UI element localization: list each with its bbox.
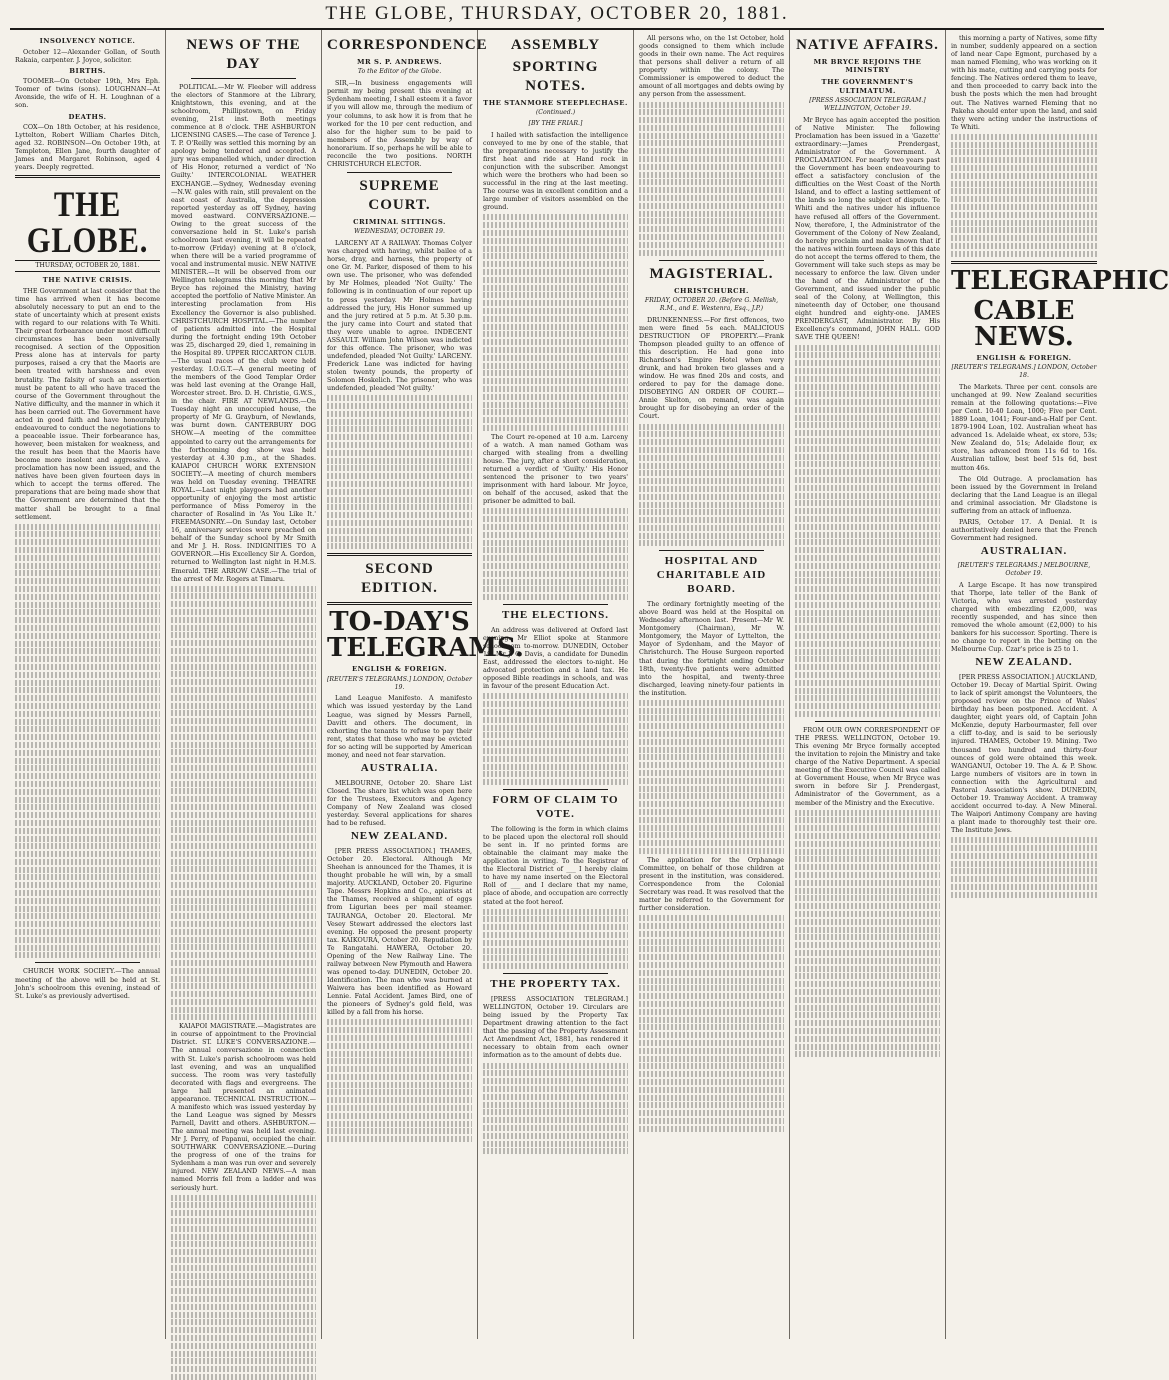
second-edition-heading: SECOND EDITION. (361, 561, 438, 597)
native-affairs-heading: NATIVE AFFAIRS. (796, 37, 939, 53)
native-affairs-subheading: MR BRYCE REJOINS THE MINISTRY (813, 57, 922, 75)
correspondence-heading: CORRESPONDENCE (327, 37, 488, 53)
column-5 (634, 30, 790, 1339)
supreme-court-subheading: CRIMINAL SITTINGS. (353, 217, 446, 226)
cable-subheading: ENGLISH & FOREIGN. (976, 353, 1072, 362)
australian-byline: [REUTER'S TELEGRAMS.] MELBOURNE, October 19. (957, 561, 1091, 577)
column-2 (166, 30, 322, 1339)
australia-heading: AUSTRALIA. (360, 761, 439, 774)
telegrams-subheading: ENGLISH & FOREIGN. (351, 665, 448, 674)
column-6 (790, 30, 946, 1339)
form-of-claim-heading: FORM OF CLAIM TO VOTE. (492, 794, 619, 821)
masthead (10, 0, 1104, 30)
editorial-heading: THE NATIVE CRISIS. (42, 276, 133, 285)
column-3 (322, 30, 524, 1339)
form-of-claim-text: The following is the form in which claims to be placed upon the electoral roll should be sent in. If no printed forms are obtainable the claimant may make the application in writing. To the Registrar of the Electoral District of ___ I hereby claim to have my name inserted on the Electoral Roll of ___ and I declare that my name, place of abode, and occupation are correctly stated at the foot hereof. (483, 824, 628, 906)
markets-text: The Markets. Three per cent. consols are unchanged at 99. New Zealand securities remain at the following quotations:—Five per Cent. 10-40 Loan, 1000; Five per Cent. 1889 Loan, 1041; Four-and-a-Half per Cent. 1879-1904 Loan, 102. Australian wheat has advanced 1s. Adelaide wheat, ex store, 53s; New Zealand do, 51s; Adelaide flour, ex store, has advanced from 11s 6d to 16s. Australian tallow, best beef 51s 6d, best mutton 46s. (951, 382, 1097, 472)
news-continued-text: KAIAPOI MAGISTRATE.—Magistrates are in course of appointment to the Provincial District. ST. LUKE'S CONVERSAZIONE.—The annual conversazione in connection with St. Luke's parish schoolroom was held last evening, and was an unqualified success. The room was very tastefully decorated with flags and evergreens. The large hall presented an animated appearance. TECHNICAL INSTRUCTION.—A manifesto which was issued yesterday by the Land League was signed by Messrs Parnell, Davitt and others. ASHBURTON.—The annual meeting was held last evening. Mr J. Perry, of Papanui, occupied the chair. SOUTHWARK CONVERSAZIONE.—During the progress of one of the trains for Sydenham a man was run over and severely injured. NEW ZEALAND NEWS.—A man named Morris fell from a ladder and was seriously hurt. (171, 1022, 316, 1192)
property-tax-heading: THE PROPERTY TAX. (490, 978, 621, 991)
news-of-the-day-heading: NEWS OF THE DAY (186, 37, 301, 72)
hospital-board-heading: HOSPITAL AND CHARITABLE AID BOARD. (656, 555, 767, 596)
correspondence-subheading: MR S. P. ANDREWS. (356, 57, 443, 66)
sporting-text: I hailed with satisfaction the intelligence conveyed to me by one of the stable, that the preparations necessary to justify the first heat and ride at Hand rock in conjunction with the subscriber. Amongst which were the brothers who had been so successful in the ring at the last meeting. The course was in excellent condition and a large number of visitors assembled on the ground. (483, 130, 628, 212)
divider (15, 175, 160, 178)
telegrams-text: Land League Manifesto. A manifesto which was issued yesterday by the Land League, was signed by Messrs Parnell, Davitt and others. The document, in exhorting the tenants to refuse to pay their rent, states that those who may be evicted for so acting will be supported by American money, and need not fear starvation. (327, 694, 472, 759)
magisterial-text: DRUNKENNESS.—For first offences, two men were fined 5s each. MALICIOUS DESTRUCTION OF PROPERTY.—Frank Thompson pleaded guilty to an offence of this description. He had gone into Richardson's Empire Hotel when very drunk, and had broken two glasses and a window. He was fined 20s and costs, and ordered to pay for the damage done. DISOBEYING AN ORDER OF COURT.—Annie Skelton, on remand, was again brought up for disobeying an order of the Court. (639, 315, 784, 421)
australian-text: A Large Escape. It has now transpired that Thorpe, late teller of the Bank of Victoria, who was arrested yesterday charged with embezzling £2,000, was recently suspended, and has since then removed the whole amount (£2,000) to his bankers for his successor. Sporting. There is no change to report in the betting on the Melbourne Cup. Czar's price is 25 to 1. (951, 580, 1097, 654)
australian-heading: AUSTRALIAN. (980, 545, 1068, 558)
paris-text: PARIS, October 17. A Denial. It is authoritatively denied here that the French Government had resigned. (951, 517, 1097, 543)
insolvency-heading: INSOLVENCY NOTICE. (39, 37, 136, 45)
news-of-the-day-text: POLITICAL.—Mr W. Fleeber will address the electors of Stanmore at the Library, Knightstown, this evening, and at the schoolroom, Phillipstown, on Friday evening, 21st inst. Both meetings commence at 8 o'clock. THE ASHBURTON LICENSING CASES.—The case of Terence J. T. P. O'Reilly was settled this morning by an apology being tendered and accepted. A jury was empanelled which, under direction of His Honor, returned a verdict of 'No Guilty.' INTERCOLONIAL WEATHER EXCHANGE.—Sydney, Wednesday evening—N.W. gales with rain, still prevalent on the east coast of Australia, the depression reported yesterday as off Sydney, having moved eastward. CONVERSAZIONE.—Owing to the great success of the conversazione held in St. Luke's parish schoolroom last evening, it will be repeated to-morrow (Friday) evening at 8 o'clock, when there will be a varied programme of vocal and instrumental music. NEW NATIVE MINISTER.—It will be observed from our Wellington telegrams this morning that Mr Bryce has rejoined the Ministry, having accepted the portfolio of Native Minister. An interesting proclamation from His Excellency the Governor is also published. CHRISTCHURCH HOSPITAL.—The number of patients admitted into the Hospital during the fortnight ending 19th October was 25, discharged 29, died 1, remaining in the Hospital 89. UPPER RICCARTON CLUB.—The usual races of the club were held yesterday. I.O.G.T.—A general meeting of the members of the Good Templar Order was held last evening at the Orange Hall, Worcester street. Bro. D. H. Christie, G.W.S., in the chair. FIRE AT NEWLANDS.—On Tuesday night an unoccupied house, the property of Mr G. Grayburn, of Newlands, was burnt down. CANTERBURY DOG SHOW.—A meeting of the committee appointed to carry out the arrangements for the forthcoming dog show was held yesterday at 4.30 p.m., at the Shades. KAIAPOI CHURCH WORK EXTENSION SOCIETY.—A meeting of church members was held on Tuesday evening. THEATRE ROYAL.—Last night playgoers had another opportunity of enjoying the most artistic performance of Miss Pomeroy in the character of Rosalind in 'As You Like It.' FREEMASONRY.—On Sunday last, October 16, anniversary services were preached on behalf of the Sunday school by Mr Smith and Mr J. H. Ross. INDIGNITIES TO A GOVERNOR.—His Excellency Sir A. Gordon, returned to Wellington last night in H.M.S. Emerald. THE ARROW CASE.—The trial of the arrest of Mr. Rogers at Timaru. (171, 82, 316, 583)
australia-text: MELBOURNE, October 20. Share List Closed. The share list which was open here for the Trustees, Executors and Agency Company of New Zealand was closed yesterday. Several applications for shares had to be refused. (327, 778, 472, 828)
native-affairs-byline: [PRESS ASSOCIATION TELEGRAM.] WELLINGTON, October 19. (809, 97, 926, 112)
elections-text: An address was delivered at Oxford last evening. Mr Elliot spoke at Stanmore schoolroom to-morrow. DUNEDIN, October 19. Mr J. C. Davis, a candidate for Dunedin East, addressed the electors to-night. He advocated protection and a land tax. He opposed Bible readings in schools, and was in favour of the present Education Act. (483, 625, 628, 691)
own-correspondent-text: FROM OUR OWN CORRESPONDENT OF THE PRESS. WELLINGTON, October 19. This evening Mr Bryce formally accepted the invitation to rejoin the Ministry and take charge of the Native Department. A special meeting of the Executive Council was called at Government House, when Mr Bryce was sworn in before Sir J. Prendergast, Administrator of the Government, as a member of the Ministry and the Executive. (795, 725, 940, 807)
assembly-heading: ASSEMBLY (510, 37, 601, 53)
correspondence-byline: To the Editor of the Globe. (357, 68, 442, 76)
court-continued-text: The Court re-opened at 10 a.m. Larceny of a watch. A man named Gotham was charged with stealing from a dwelling house. The jury, after a short consideration, returned a verdict of 'Guilty.' His Honor sentenced the prisoner to two years' imprisonment with hard labour. Mr Joyce, on behalf of the accused, asked that the prisoner be admitted to bail. (483, 432, 628, 506)
property-tax-continued: All persons who, on the 1st October, hold goods consigned to them which include goods in their own name. The Act requires that persons shall deliver a return of all property within the colony. The Commissioner is empowered to deduct the amount of all mortgages and debts owing by any person from the assessment. (639, 34, 784, 99)
magisterial-byline: FRIDAY, OCTOBER 20. (Before G. Mellish, R.M., and E. Westenra, Esq., J.P.) (644, 297, 779, 312)
columns (10, 30, 1169, 1339)
church-work-text: CHURCH WORK SOCIETY.—The annual meeting of the above will be held at St. John's schoolroom this evening, instead of St. Luke's as previously advertised. (15, 967, 160, 1000)
telegraphic-heading: TELEGRAPHIC (951, 265, 1169, 296)
births-heading: BIRTHS. (69, 66, 106, 75)
property-tax-text: [PRESS ASSOCIATION TELEGRAM.] WELLINGTON, October 19. Circulars are being issued by the Property Tax Department drawing attention to the fact that the passing of the Property Assessment Act Amendment Act, 1881, has rendered it necessary to obtain from each owner information as to the amount of debts due. (483, 995, 628, 1060)
new-zealand-text: [PER PRESS ASSOCIATION.] THAMES, October 20. Electoral. Although Mr Sheehan is announced for the Thames, it is thought probable he will win, by a small majority. AUCKLAND, October 20. Figurine Tape. Messrs Hopkins and Co., apiarists at the Thames, received a shipment of eggs from Ligurian bees per mail steamer. TAURANGA, October 20. Electoral. Mr Vesey Stewart addressed the electors last evening. He opposed the present property tax. KAIKOURA, October 20. Repudiation by Te Rangatahi. HAWERA, October 20. Opening of the New Railway Line. The railway between New Plymouth and Hawera was opened to-day. DUNEDIN, October 20. Identification. The man who was burned at Waiwera has been identified as Howard Lennie. Fatal Accident. James Bird, one of the pioneers of Sydney's gold field, was killed by a fall from his horse. (327, 847, 472, 1017)
supreme-court-text: LARCENY AT A RAILWAY. Thomas Colyer was charged with having, whilst bailee of a horse, dray, and harness, the property of one Gr. M. Parker, disposed of them to his own use. The prisoner, who was defended by Mr Holmes, pleaded 'Not Guilty.' The following is in continuation of our report up to press yesterday. Mr Holmes having addressed the jury, His Honor summed up and the jury retired at 5 p.m. At 5.30 p.m. the jury came into Court and stated that they were unable to agree. INDECENT ASSAULT. William John Wilson was indicted for this offence. The prisoner, who was undefended, pleaded 'Not Guilty.' LARCENY. Frederick Lane was indicted for having stolen twenty pounds, the property of Solomon Hoskelich. The prisoner, who was undefended, pleaded 'Not guilty.' (327, 239, 472, 393)
paper-dateline: THURSDAY, OCTOBER 20, 1881. (15, 260, 160, 272)
todays-telegrams-heading: TO-DAY'S TELEGRAMS. (327, 607, 524, 664)
telegrams-byline: [REUTER'S TELEGRAMS.] LONDON, October 19. (327, 675, 472, 691)
births-text: TOOMER—On October 19th, Mrs Eph. Toomer of twins (sons). LOUGHNAN—At Avonside, the wife of H. H. Loughnan of a son. (15, 77, 160, 110)
deaths-text: COX—On 18th October, at his residence, Lyttelton, Robert William Charles Ditch, aged 32. ROBINSON—On October 19th, at Templeton, Ellen Jane, fourth daughter of James and Margaret Robinson, aged 4 years. Deeply regretted. (15, 123, 160, 172)
magisterial-heading: MAGISTERIAL. (649, 265, 774, 282)
native-affairs-text: Mr Bryce has again accepted the position of Native Minister. The following Proclamation has been issued in a 'Gazette' extraordinary:—James Prendergast, Administrator of the Government. A PROCLAMATION. For nearly two years past the Government has been endeavouring to effect a satisfactory conclusion of the difficulties on the West Coast of the North Island, and to effect a lasting settlement of the lands so long the subject of dispute. Te Whiti and the natives under his influence have refused all offers of the Government. Now, therefore, I, the Administrator of the Government of the Colony of New Zealand, do hereby proclaim and make known that if the natives within fourteen days of this date do not accept the terms offered to them, the Government will take such steps as may be necessary to enforce the law. Given under the hand of the Administrator of the Government, and issued under the public seal of the Colony, at Wellington, this nineteenth day of October, one thousand eight hundred and eighty-one. JAMES PRENDERGAST, Administrator. By His Excellency's command, JOHN HALL. GOD SAVE THE QUEEN! (795, 115, 940, 342)
sporting-continued: (Continued.) (535, 109, 576, 117)
cable-byline: [REUTER'S TELEGRAMS.] LONDON, October 18. (951, 364, 1097, 380)
sporting-subheading: THE STANMORE STEEPLECHASE. (483, 98, 628, 107)
orphanage-text: The application for the Orphanage Committee, on behalf of those children at present in the institution, was considered. Correspondence from the Colonial Secretary was read. It was resolved that the matter be referred to the Government for further consideration. (639, 855, 784, 913)
native-affairs-continued: this morning a party of Natives, some fifty in number, suddenly appeared on a section of land near Cape Egmont, purchased by a man named Fleming, who was working on it with his mate, cutting and carrying posts for fencing. The Natives ordered them to leave, and then proceeded to carry back into the bush the posts which the men had brought out. The Natives warned Fleming that no Pakeha should enter upon the land, and said they were acting under the instructions of Te Whiti. (951, 34, 1097, 131)
column-1 (10, 30, 166, 1339)
nz-heading: NEW ZEALAND. (975, 656, 1073, 669)
deaths-heading: DEATHS. (68, 112, 107, 121)
editorial-text: THE Government at last consider that the time has arrived when it has become absolutely necessary to put an end to the state of uncertainty which at present exists with regard to our relations with Te Whiti. Their great forbearance under most difficult circumstances has been universally recognised. A section of the Opposition Press alone has at intervals for party purposes, raised a cry that the Maoris are been treated with harshness and even brutality. The falsity of such an assertion must be patent to all who have traced the course of the Government throughout the Native difficulty, and the manner in which it has been carried out. The Government have acted in good faith and have honourably endeavoured to conduct the negotiations to a peaceable issue. Their forbearance has, however, been mistaken for weakness, and the result has been that the Maoris have become more insolent and aggressive. A proclamation has now been issued, and the natives have been given fourteen days in which to accept the terms offered. The preparations that are being made show that the Government are determined that the matter shall be brought to a final settlement. (15, 286, 160, 521)
nz-text: [PER PRESS ASSOCIATION.] AUCKLAND, October 19. Decay of Martial Spirit. Owing to lack of spirit amongst the Volunteers, the proposed review on the Prince of Wales' birthday has been postponed. Accident. A daughter, eight years old, of Captain John McKenzie, deputy Harbourmaster, fell over a cliff to-day, and is said to be seriously injured. THAMES, October 19. Mining. Two thousand two hundred and thirty-four ounces of gold were obtained this week. WANGANUI, October 19. The A. & P. Show. Large numbers of visitors are in town in connection with the Agricultural and Pastoral Association's show. DUNEDIN, October 19. Tramway Accident. A tramway accident occurred to-day. A New Mineral. The Waipori Antimony Company are having a plant made to thoroughly test their ore. The Institute Jews. (951, 672, 1097, 835)
column-7 (946, 30, 1169, 1339)
column-4 (478, 30, 634, 1339)
sporting-notes-heading: SPORTING NOTES. (512, 58, 599, 94)
supreme-court-heading: SUPREME COURT. (359, 177, 440, 213)
magisterial-subheading: CHRISTCHURCH. (674, 286, 749, 295)
new-zealand-heading: NEW ZEALAND. (350, 830, 449, 843)
paper-title: THE GLOBE. (26, 184, 149, 261)
elections-heading: THE ELECTIONS. (502, 609, 609, 622)
hospital-board-text: The ordinary fortnightly meeting of the above Board was held at the Hospital on Wednesday afternoon last. Present—Mr W. Montgomery (Chairman), Mr W. Montgomery, the Mayor of Lyttelton, the Mayor of Sydenham, and the Mayor of Christchurch. The House Surgeon reported that during the fortnight ending October 18th, twenty-five patients were admitted into the hospital, and twenty-three discharged, leaving ninety-four patients in the institution. (639, 600, 784, 697)
insolvency-text: October 12—Alexander Gollan, of South Rakaia, carpenter. J. Joyce, solicitor. (15, 47, 160, 64)
outrage-text: The Old Outrage. A proclamation has been issued by the Government in Ireland declaring that the Land League is an illegal and criminal association. Mr Gladstone is suffering from an attack of influenza. (951, 474, 1097, 515)
native-affairs-subheading-2: THE GOVERNMENT'S ULTIMATUM. (821, 78, 914, 95)
cable-news-heading: CABLE NEWS. (973, 295, 1075, 352)
supreme-court-date: WEDNESDAY, OCTOBER 19. (354, 228, 445, 236)
sporting-byline: [BY THE FRIAR.] (528, 120, 583, 128)
correspondence-text: SIR,—In business engagements will permit my being present this evening at Sydenham meeting, I shall esteem it a favor if you will allow me, through the medium of your columns, to ask how it is from that he worked for the 10 per cent reduction, and also for the higher sum to be paid to members of the Assembly by way of honorarium. If so, perhaps he will be able to reconcile the two positions. NORTH CHRISTCHURCH ELECTOR. (327, 79, 472, 168)
masthead-title: THE GLOBE, THURSDAY, OCTOBER 20, 1881. (325, 3, 789, 24)
